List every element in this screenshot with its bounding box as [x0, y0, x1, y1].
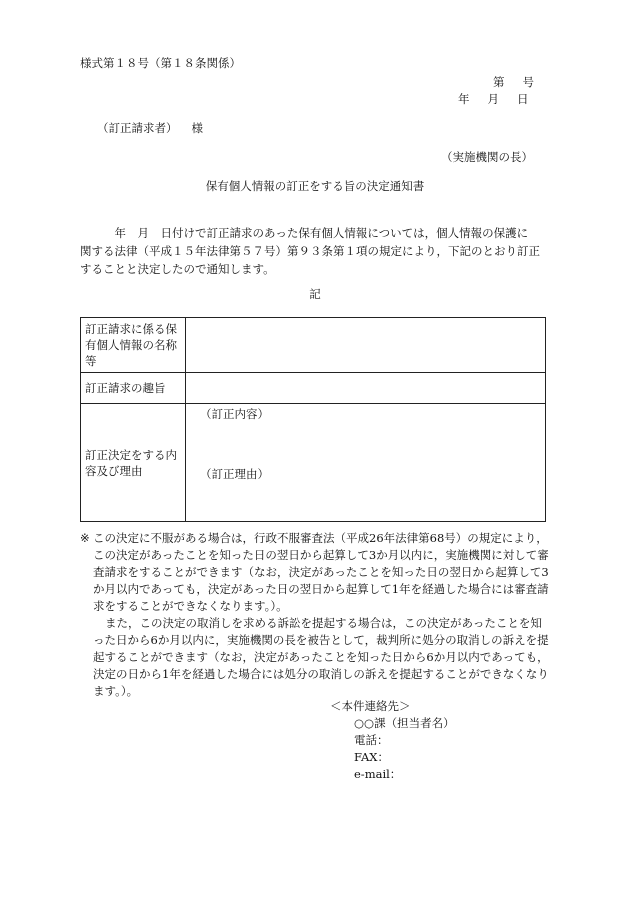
body-line-1: 年 月 日付けで訂正請求のあった保有個人情報については，個人情報の保護に: [80, 226, 529, 240]
body-line-3: することと決定したので通知します。: [80, 262, 275, 276]
note-mark: ※: [80, 531, 90, 545]
addressee-honorific: 様: [191, 121, 203, 135]
body-line-2: 関する法律（平成１５年法律第５７号）第９３条第１項の規定により，下記のとおり訂正: [80, 244, 540, 258]
correction-content-label: （訂正内容）: [200, 407, 269, 421]
contact-section: ○○課（担当者名）: [354, 716, 455, 730]
date-year: 年: [458, 92, 470, 106]
note: [80, 530, 550, 700]
row2-value: [186, 373, 546, 404]
body-text: [80, 224, 550, 278]
date-month: 月: [487, 92, 499, 106]
row3-value: [186, 404, 546, 522]
addressee-name: （訂正請求者）: [97, 121, 178, 135]
issuer: （実施機関の長）: [441, 150, 533, 164]
row1-label: 訂正請求に係る保有個人情報の名称等: [81, 318, 186, 373]
doc-number-go: 号: [522, 75, 534, 89]
table-row: [81, 373, 546, 404]
table-row: [81, 404, 546, 522]
row1-value: [186, 318, 546, 373]
correction-reason-label: （訂正理由）: [200, 467, 269, 481]
note-paragraph-2: また，この決定の取消しを求める訴訟を提起する場合は，この決定があったことを知った日から6か月以内に，実施機関の長を被告として，裁判所に処分の取消しの訴えを提起することができます（なお，決定があったことを知った日から6か月以内であっても，決定の日から1年を経過した場合には処分の取消しの訴えを提起することができなくなります。）。: [93, 616, 549, 698]
contact-fax: FAX：: [354, 750, 389, 764]
contact-heading: ＜本件連絡先＞: [330, 699, 411, 713]
doc-number-dai: 第: [493, 75, 505, 89]
table-row: [81, 318, 546, 373]
contact-email: e-mail：: [354, 767, 402, 781]
date-day: 日: [517, 92, 529, 106]
contact-block: [330, 698, 455, 783]
info-table: [80, 317, 546, 522]
ki-heading: 記: [309, 287, 321, 301]
document-number: [493, 77, 552, 89]
contact-phone: 電話：: [354, 733, 389, 747]
addressee: [97, 123, 203, 135]
row2-label: 訂正請求の趣旨: [81, 373, 186, 404]
form-number: 様式第１８号（第１８条関係）: [80, 56, 241, 70]
document-title: 保有個人情報の訂正をする旨の決定通知書: [205, 179, 425, 193]
note-paragraph-1: この決定に不服がある場合は，行政不服審査法（平成26年法律第68号）の規定により，この決定があったことを知った日の翌日から起算して3か月以内に，実施機関に対して審査請求をすることができます（なお，決定があったことを知った日の翌日から起算して3か月以内であっても，決定があった日の翌日から起算して1年を経過した場合には審査請求をすることができなくなります。）。: [93, 531, 549, 613]
date-line: [458, 94, 547, 106]
row3-label: 訂正決定をする内容及び理由: [81, 404, 186, 522]
